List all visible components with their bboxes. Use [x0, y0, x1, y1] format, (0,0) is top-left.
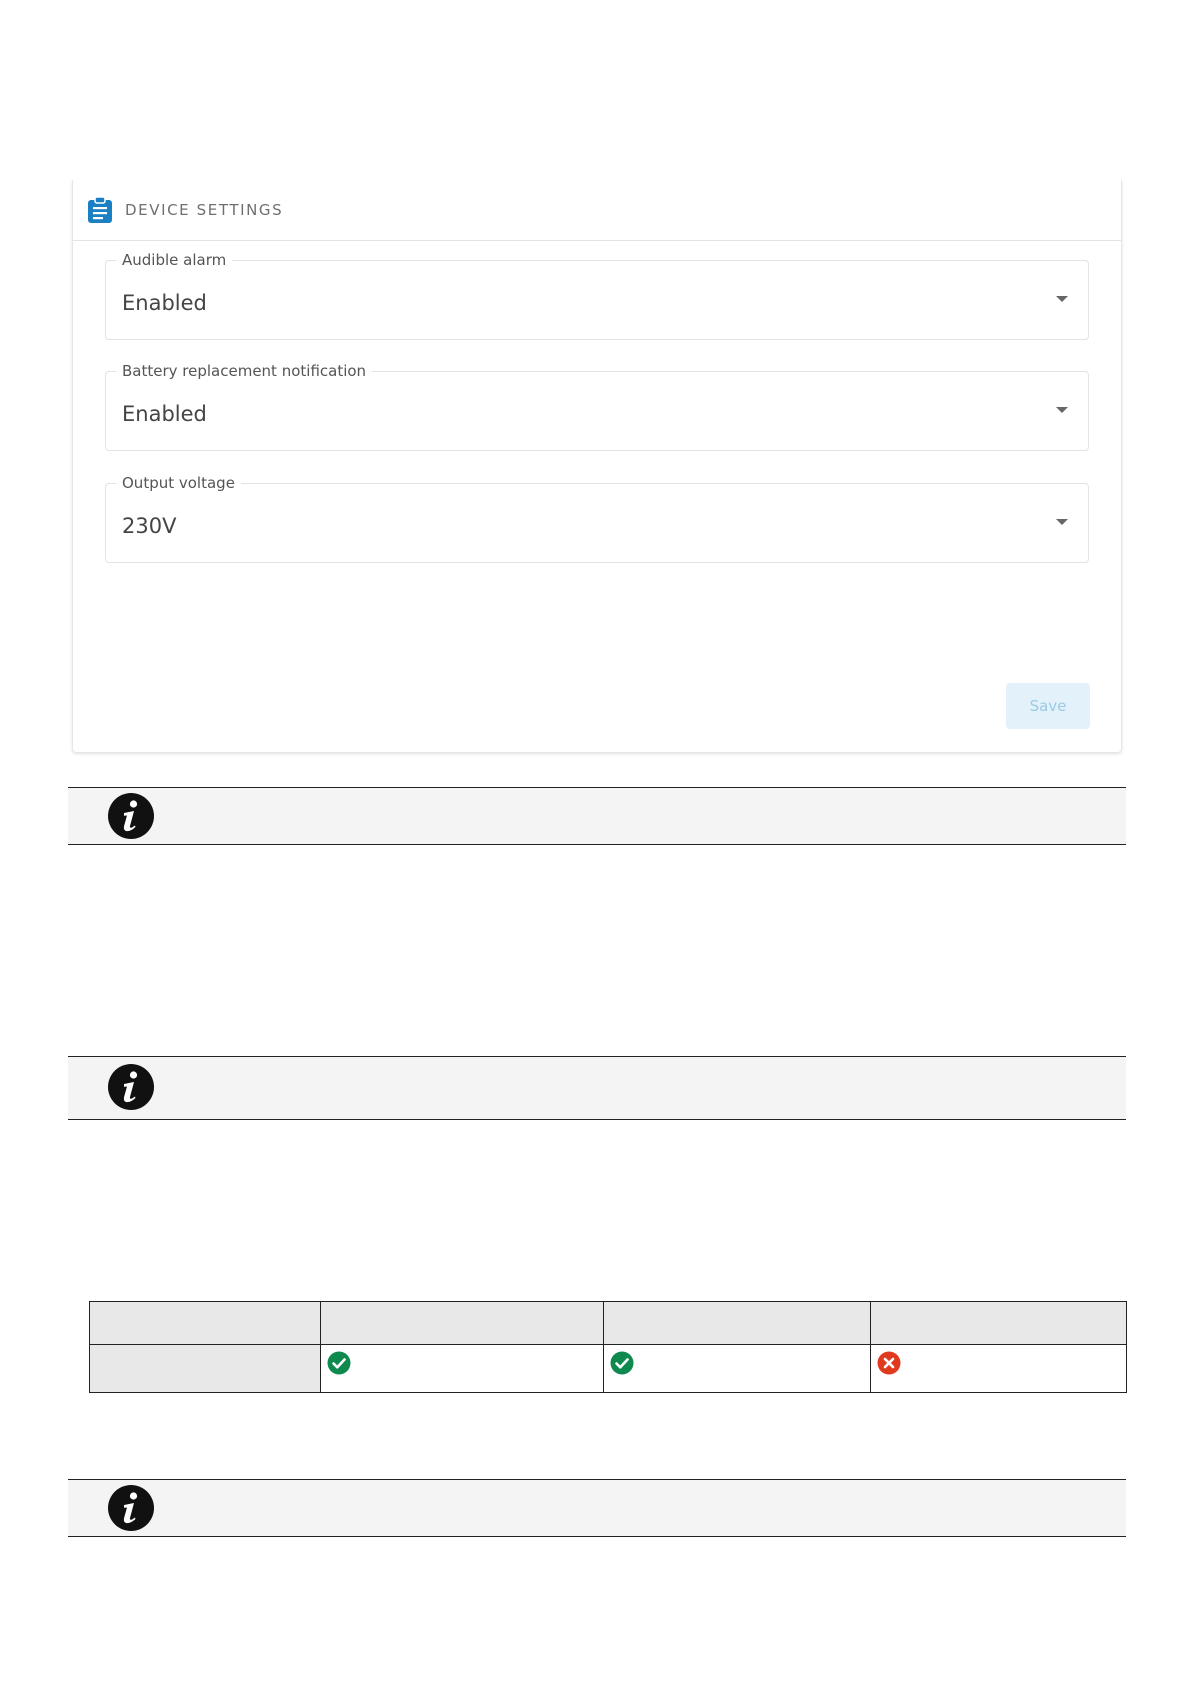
table-header-cell: [604, 1302, 871, 1345]
audible-alarm-value: Enabled: [122, 291, 207, 315]
battery-replacement-notification-select[interactable]: [105, 362, 1089, 451]
chevron-down-icon[interactable]: [1056, 296, 1068, 302]
table-header-row: [90, 1302, 1127, 1345]
note-bar: [68, 1479, 1126, 1537]
output-voltage-value: 230V: [122, 514, 177, 538]
info-icon: [107, 1484, 155, 1532]
table-header-cell: [90, 1302, 321, 1345]
card-title: DEVICE SETTINGS: [125, 201, 284, 219]
device-settings-card: [72, 180, 1122, 752]
table-cell: [871, 1345, 1127, 1393]
info-icon: [107, 1063, 155, 1111]
chevron-down-icon[interactable]: [1056, 407, 1068, 413]
compatibility-table: [89, 1301, 1127, 1393]
cross-circle-icon: [877, 1351, 901, 1375]
note-bar: [68, 1056, 1126, 1120]
audible-alarm-select[interactable]: [105, 251, 1089, 340]
battery-replacement-notification-label: Battery replacement notification: [116, 362, 372, 380]
table-row-header: [90, 1345, 321, 1393]
table-row: [90, 1345, 1127, 1393]
output-voltage-select[interactable]: [105, 474, 1089, 563]
table-header-cell: [321, 1302, 604, 1345]
info-icon: [107, 792, 155, 840]
card-header: [73, 180, 1121, 241]
clipboard-icon: [87, 196, 113, 224]
output-voltage-label: Output voltage: [116, 474, 241, 492]
chevron-down-icon[interactable]: [1056, 519, 1068, 525]
battery-replacement-notification-value: Enabled: [122, 402, 207, 426]
check-circle-icon: [610, 1351, 634, 1375]
note-bar: [68, 787, 1126, 845]
save-button[interactable]: Save: [1006, 683, 1090, 729]
check-circle-icon: [327, 1351, 351, 1375]
table-header-cell: [871, 1302, 1127, 1345]
table-cell: [321, 1345, 604, 1393]
audible-alarm-label: Audible alarm: [116, 251, 232, 269]
table-cell: [604, 1345, 871, 1393]
